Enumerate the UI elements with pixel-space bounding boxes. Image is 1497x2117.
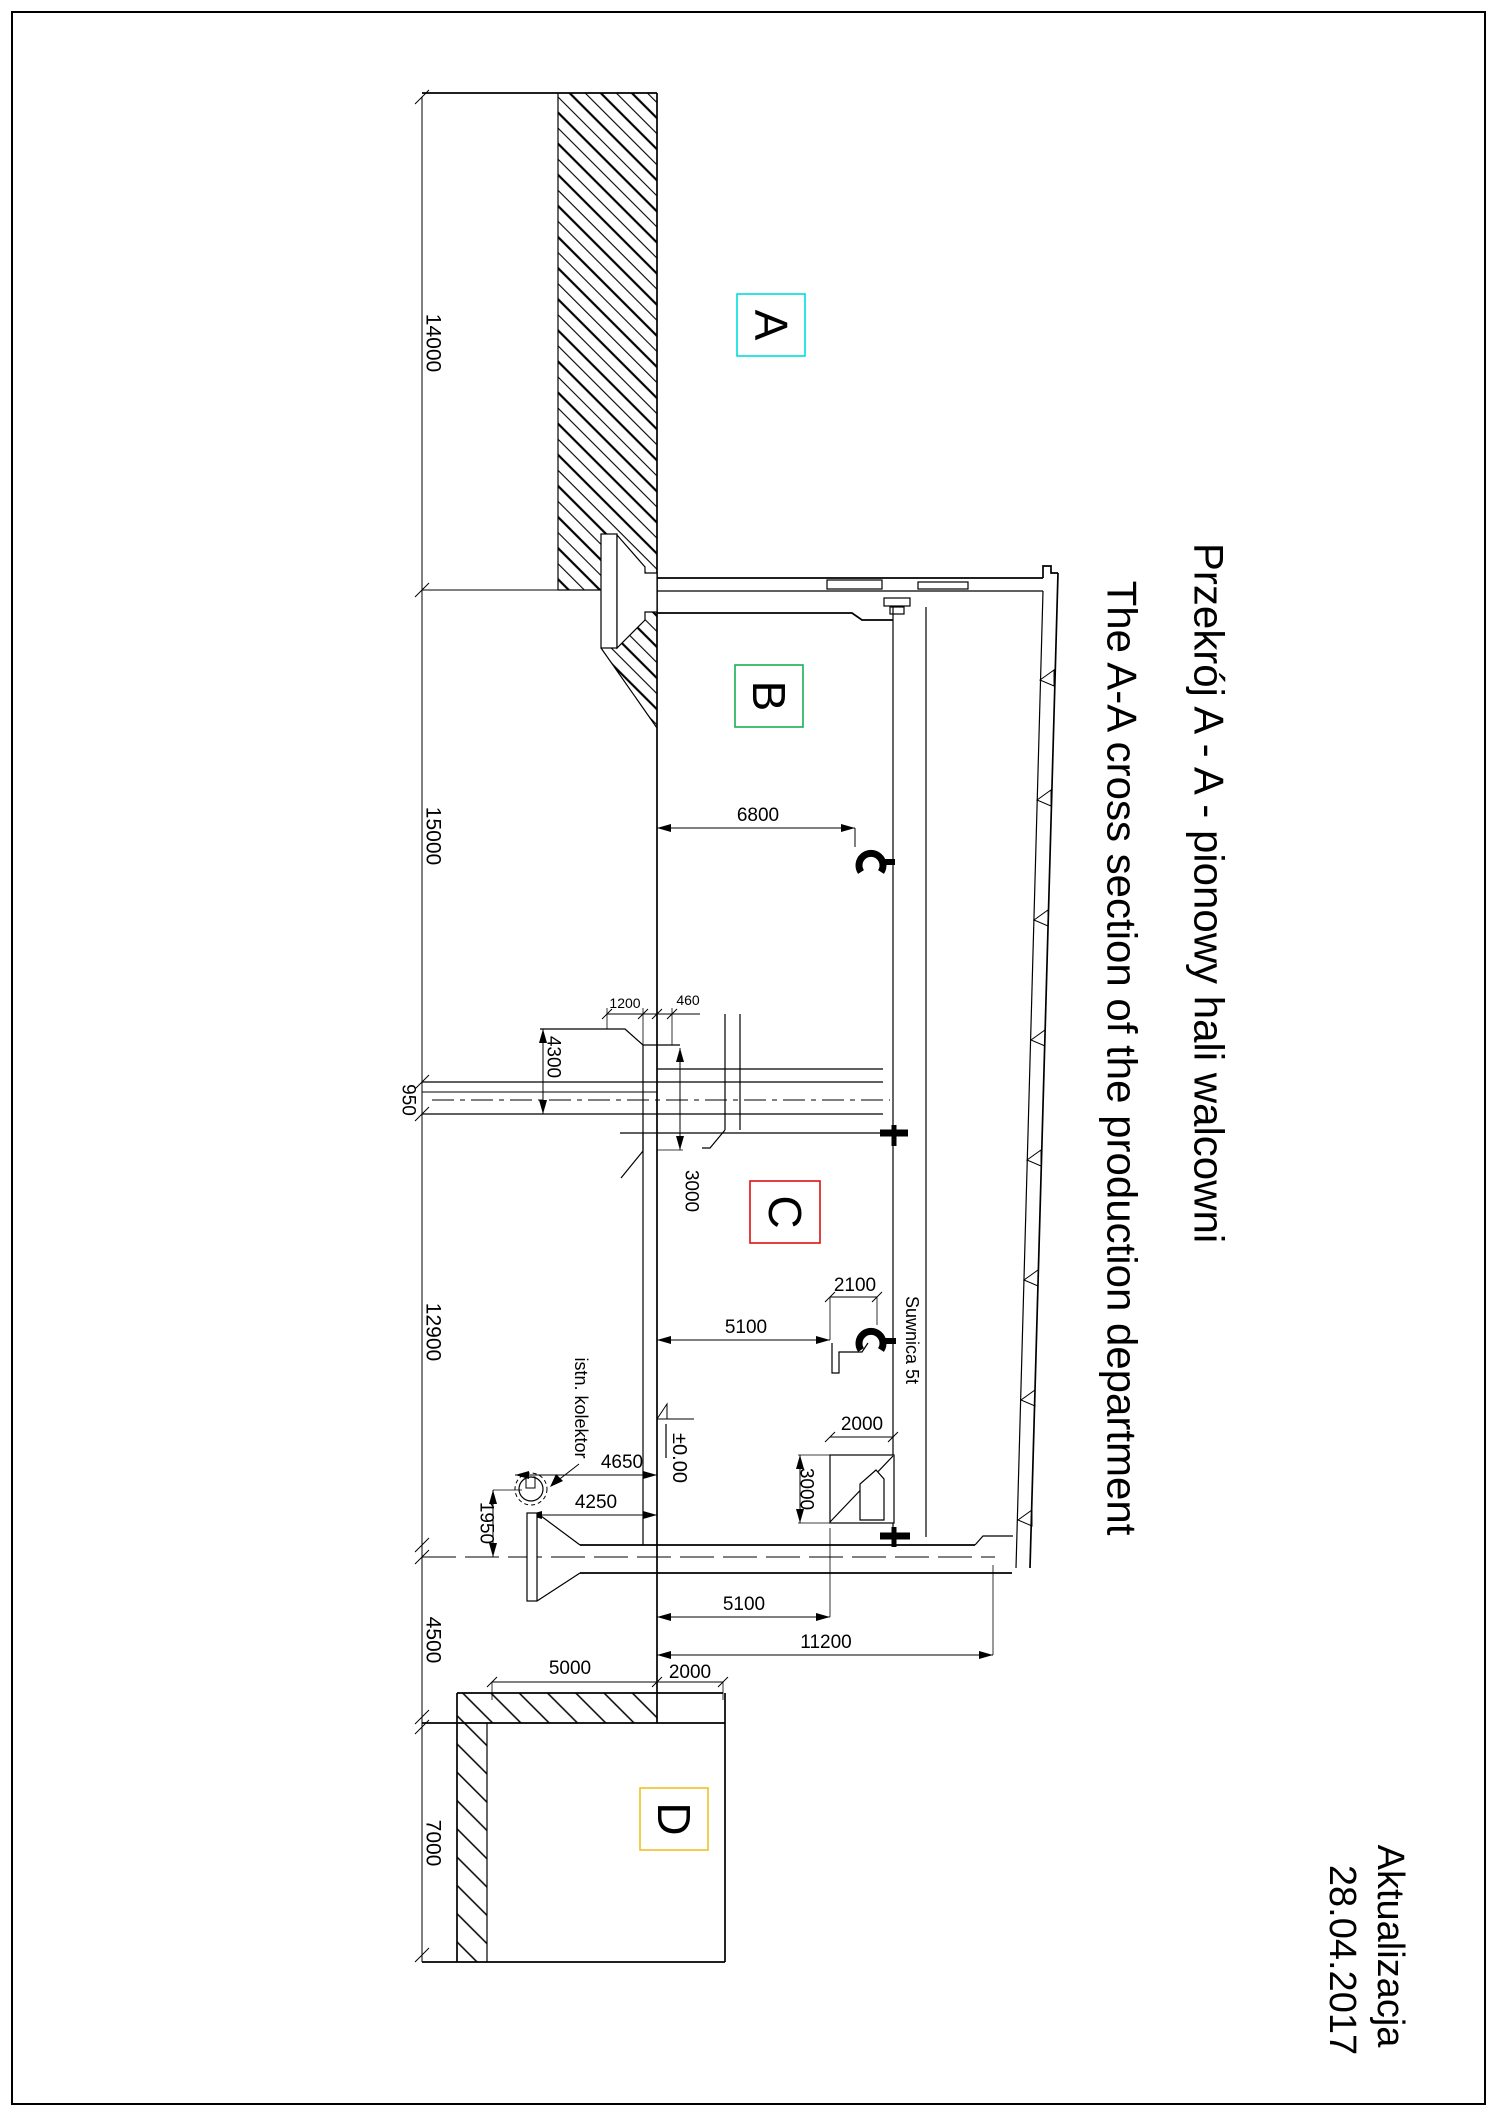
dim-footing-span: 4250 xyxy=(574,1492,618,1513)
column-corbel-ab xyxy=(422,534,657,648)
dim-chain-7000: 7000 xyxy=(421,1819,445,1867)
section-marker-d xyxy=(640,1788,708,1850)
title-polish: Przekrój A - A - pionowy hali walcowni xyxy=(1185,542,1233,1244)
dim-chain-4500: 4500 xyxy=(421,1616,445,1664)
dim-chain-12900: 12900 xyxy=(421,1302,445,1362)
dim-chain-950: 950 xyxy=(397,1084,419,1116)
crane-label: Suwnica 5t xyxy=(902,1295,922,1385)
dimension-chain xyxy=(398,90,445,1962)
update-date: 28.04.2017 xyxy=(1321,1864,1363,2056)
section-marker-c xyxy=(750,1181,820,1243)
dim-col-width: 1200 xyxy=(609,995,641,1011)
level-mark xyxy=(657,1404,694,1483)
svg-text:5100: 5100 xyxy=(724,1317,768,1338)
section-letter-a: A xyxy=(745,309,797,341)
crane-girder xyxy=(880,607,926,1547)
section-letter-b: B xyxy=(743,680,795,712)
crane-c-hook xyxy=(825,1275,896,1373)
dim-collector-offset: 4650 xyxy=(600,1452,644,1473)
dims-lower xyxy=(487,1528,993,1700)
dim-roof-span: 6800 xyxy=(736,805,780,826)
dim-equip-width: 2000 xyxy=(840,1414,884,1435)
dims-column-detail xyxy=(539,992,702,1212)
collector-label: istn. kolektor xyxy=(571,1357,591,1459)
dim-collector-depth: 1950 xyxy=(475,1501,497,1545)
hall-b-roof xyxy=(657,566,1058,620)
dim-pit-offset: 2000 xyxy=(668,1662,712,1683)
dim-hall-width: 11200 xyxy=(800,1632,852,1653)
dim-crane-c-span xyxy=(657,1317,830,1344)
dim-wall-depth: 3000 xyxy=(680,1169,702,1213)
wall-section-a xyxy=(422,93,657,1723)
section-letter-d: D xyxy=(648,1802,700,1836)
crane-b-hook xyxy=(657,805,895,872)
update-label: Aktualizacja xyxy=(1369,1844,1411,2048)
title-english: The A-A cross section of the production department xyxy=(1098,580,1146,1536)
section-marker-a xyxy=(737,294,805,356)
dim-floor-span: 5100 xyxy=(722,1594,766,1615)
dim-chain-15000: 15000 xyxy=(421,806,445,866)
collector xyxy=(515,1357,591,1505)
dim-chain-14000: 14000 xyxy=(421,313,445,373)
equipment-box xyxy=(796,1414,899,1523)
section-letter-c: C xyxy=(759,1195,811,1229)
dim-col-offset: 460 xyxy=(676,992,700,1008)
section-marker-b xyxy=(735,665,803,727)
floor-lines xyxy=(422,1536,1013,1573)
dim-crane-c-width: 2100 xyxy=(833,1275,877,1296)
level-text: ±0.00 xyxy=(668,1433,690,1483)
divider-band xyxy=(422,1014,890,1178)
dim-equip-height: 3000 xyxy=(795,1467,817,1511)
dims-foundation-area xyxy=(476,1452,658,1557)
dim-foundation-depth: 4300 xyxy=(542,1035,564,1079)
roof-slope-cladding xyxy=(1016,573,1058,1568)
dim-pit-width: 5000 xyxy=(548,1658,592,1679)
